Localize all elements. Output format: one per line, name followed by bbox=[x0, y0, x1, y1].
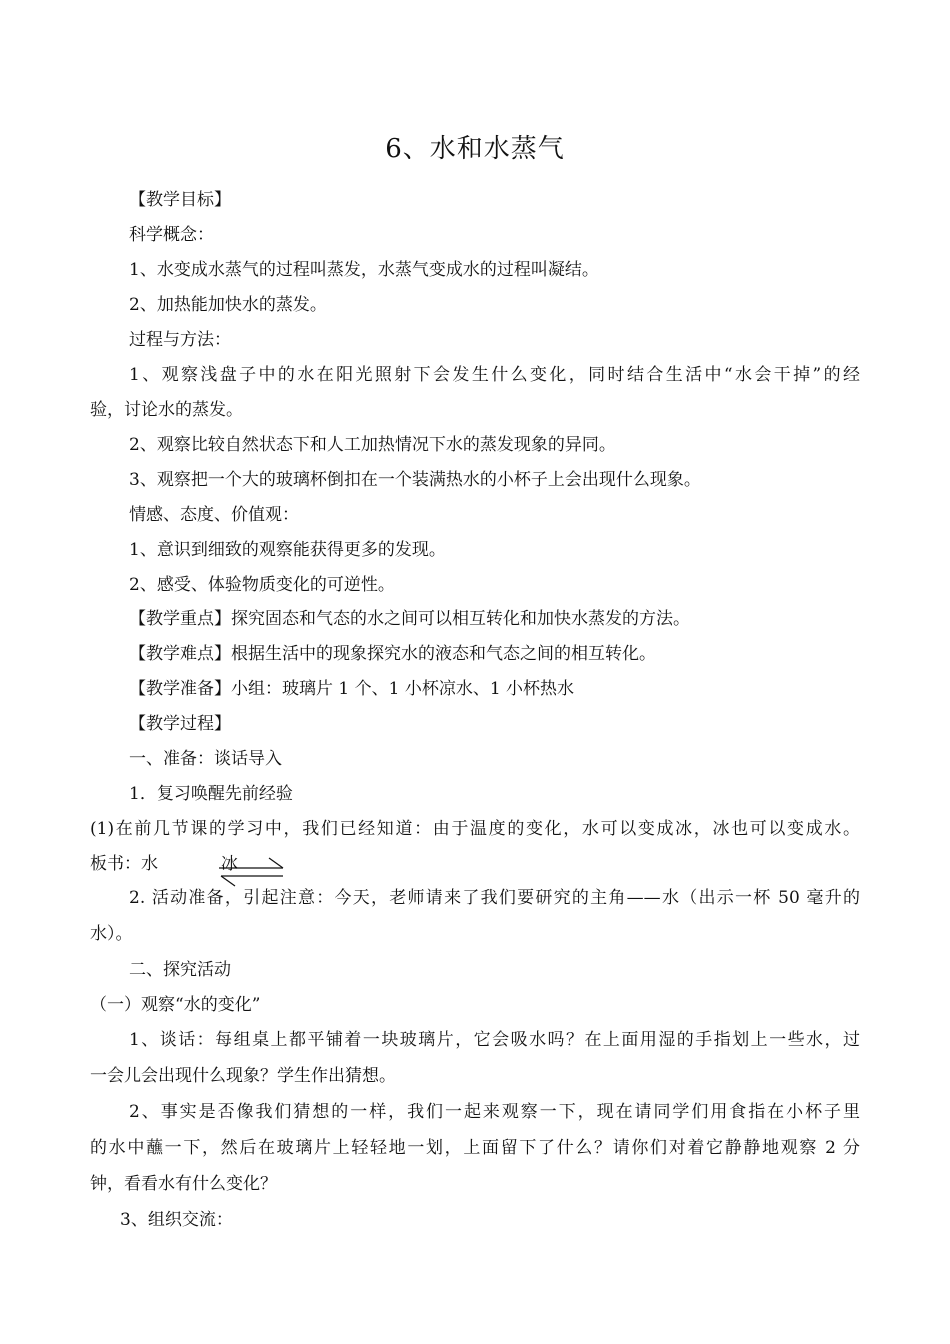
section-heading-activities: 二、探究活动 bbox=[129, 960, 231, 980]
page-title: 6、水和水蒸气 bbox=[385, 134, 565, 164]
paragraph: 1．复习唤醒先前经验 bbox=[129, 784, 293, 804]
paragraph: 一、准备：谈话导入 bbox=[129, 749, 282, 769]
paragraph: 1、水变成水蒸气的过程叫蒸发，水蒸气变成水的过程叫凝结。 bbox=[129, 260, 599, 280]
subheading-process-methods: 过程与方法： bbox=[129, 330, 231, 350]
paragraph: 2、观察比较自然状态下和人工加热情况下水的蒸发现象的异同。 bbox=[129, 435, 616, 455]
section-heading-objectives: 【教学目标】 bbox=[129, 190, 231, 210]
paragraph: 2、感受、体验物质变化的可逆性。 bbox=[129, 575, 395, 595]
section-heading-process: 【教学过程】 bbox=[129, 714, 231, 734]
section-key-points: 【教学重点】探究固态和气态的水之间可以相互转化和加快水蒸发的方法。 bbox=[129, 609, 690, 629]
paragraph: 1、意识到细致的观察能获得更多的发现。 bbox=[129, 540, 446, 560]
paragraph: 1、谈话：每组桌上都平铺着一块玻璃片，它会吸水吗？在上面用湿的手指划上一些水，过 bbox=[129, 1030, 860, 1050]
paragraph: 2、事实是否像我们猜想的一样，我们一起来观察一下，现在请同学们用食指在小杯子里 bbox=[129, 1102, 860, 1122]
paragraph-continuation: 的水中蘸一下，然后在玻璃片上轻轻地一划，上面留下了什么？请你们对着它静静地观察 2 分 bbox=[90, 1138, 860, 1158]
paragraph: 2、加热能加快水的蒸发。 bbox=[129, 295, 327, 315]
section-difficulties: 【教学难点】根据生活中的现象探究水的液态和气态之间的相互转化。 bbox=[129, 644, 656, 664]
paragraph-continuation: 水）。 bbox=[90, 924, 133, 944]
paragraph-continuation: 钟，看看水有什么变化？ bbox=[90, 1174, 277, 1194]
paragraph: 2. 活动准备，引起注意：今天，老师请来了我们要研究的主角——水（出示一杯 50 毫升的 bbox=[129, 888, 860, 908]
subheading-science-concepts: 科学概念： bbox=[129, 225, 214, 245]
paragraph-continuation: 一会儿会出现什么现象？学生作出猜想。 bbox=[90, 1066, 396, 1086]
subheading-attitudes-values: 情感、态度、价值观： bbox=[129, 505, 299, 525]
paragraph: (1)在前几节课的学习中，我们已经知道：由于温度的变化，水可以变成冰，冰也可以变成水。 bbox=[90, 819, 860, 839]
blackboard-ice: 冰 bbox=[221, 854, 238, 874]
paragraph-continuation: 验，讨论水的蒸发。 bbox=[90, 400, 243, 420]
blackboard-label: 板书：水 bbox=[90, 854, 158, 874]
paragraph: 3、组织交流： bbox=[120, 1210, 233, 1230]
subsection-heading-observe: （一）观察“水的变化” bbox=[90, 995, 261, 1015]
paragraph: 3、观察把一个大的玻璃杯倒扣在一个装满热水的小杯子上会出现什么现象。 bbox=[129, 470, 701, 490]
paragraph: 1、观察浅盘子中的水在阳光照射下会发生什么变化，同时结合生活中“水会干掉”的经 bbox=[129, 365, 860, 385]
section-preparation: 【教学准备】小组：玻璃片 1 个、1 小杯凉水、1 小杯热水 bbox=[129, 679, 575, 699]
